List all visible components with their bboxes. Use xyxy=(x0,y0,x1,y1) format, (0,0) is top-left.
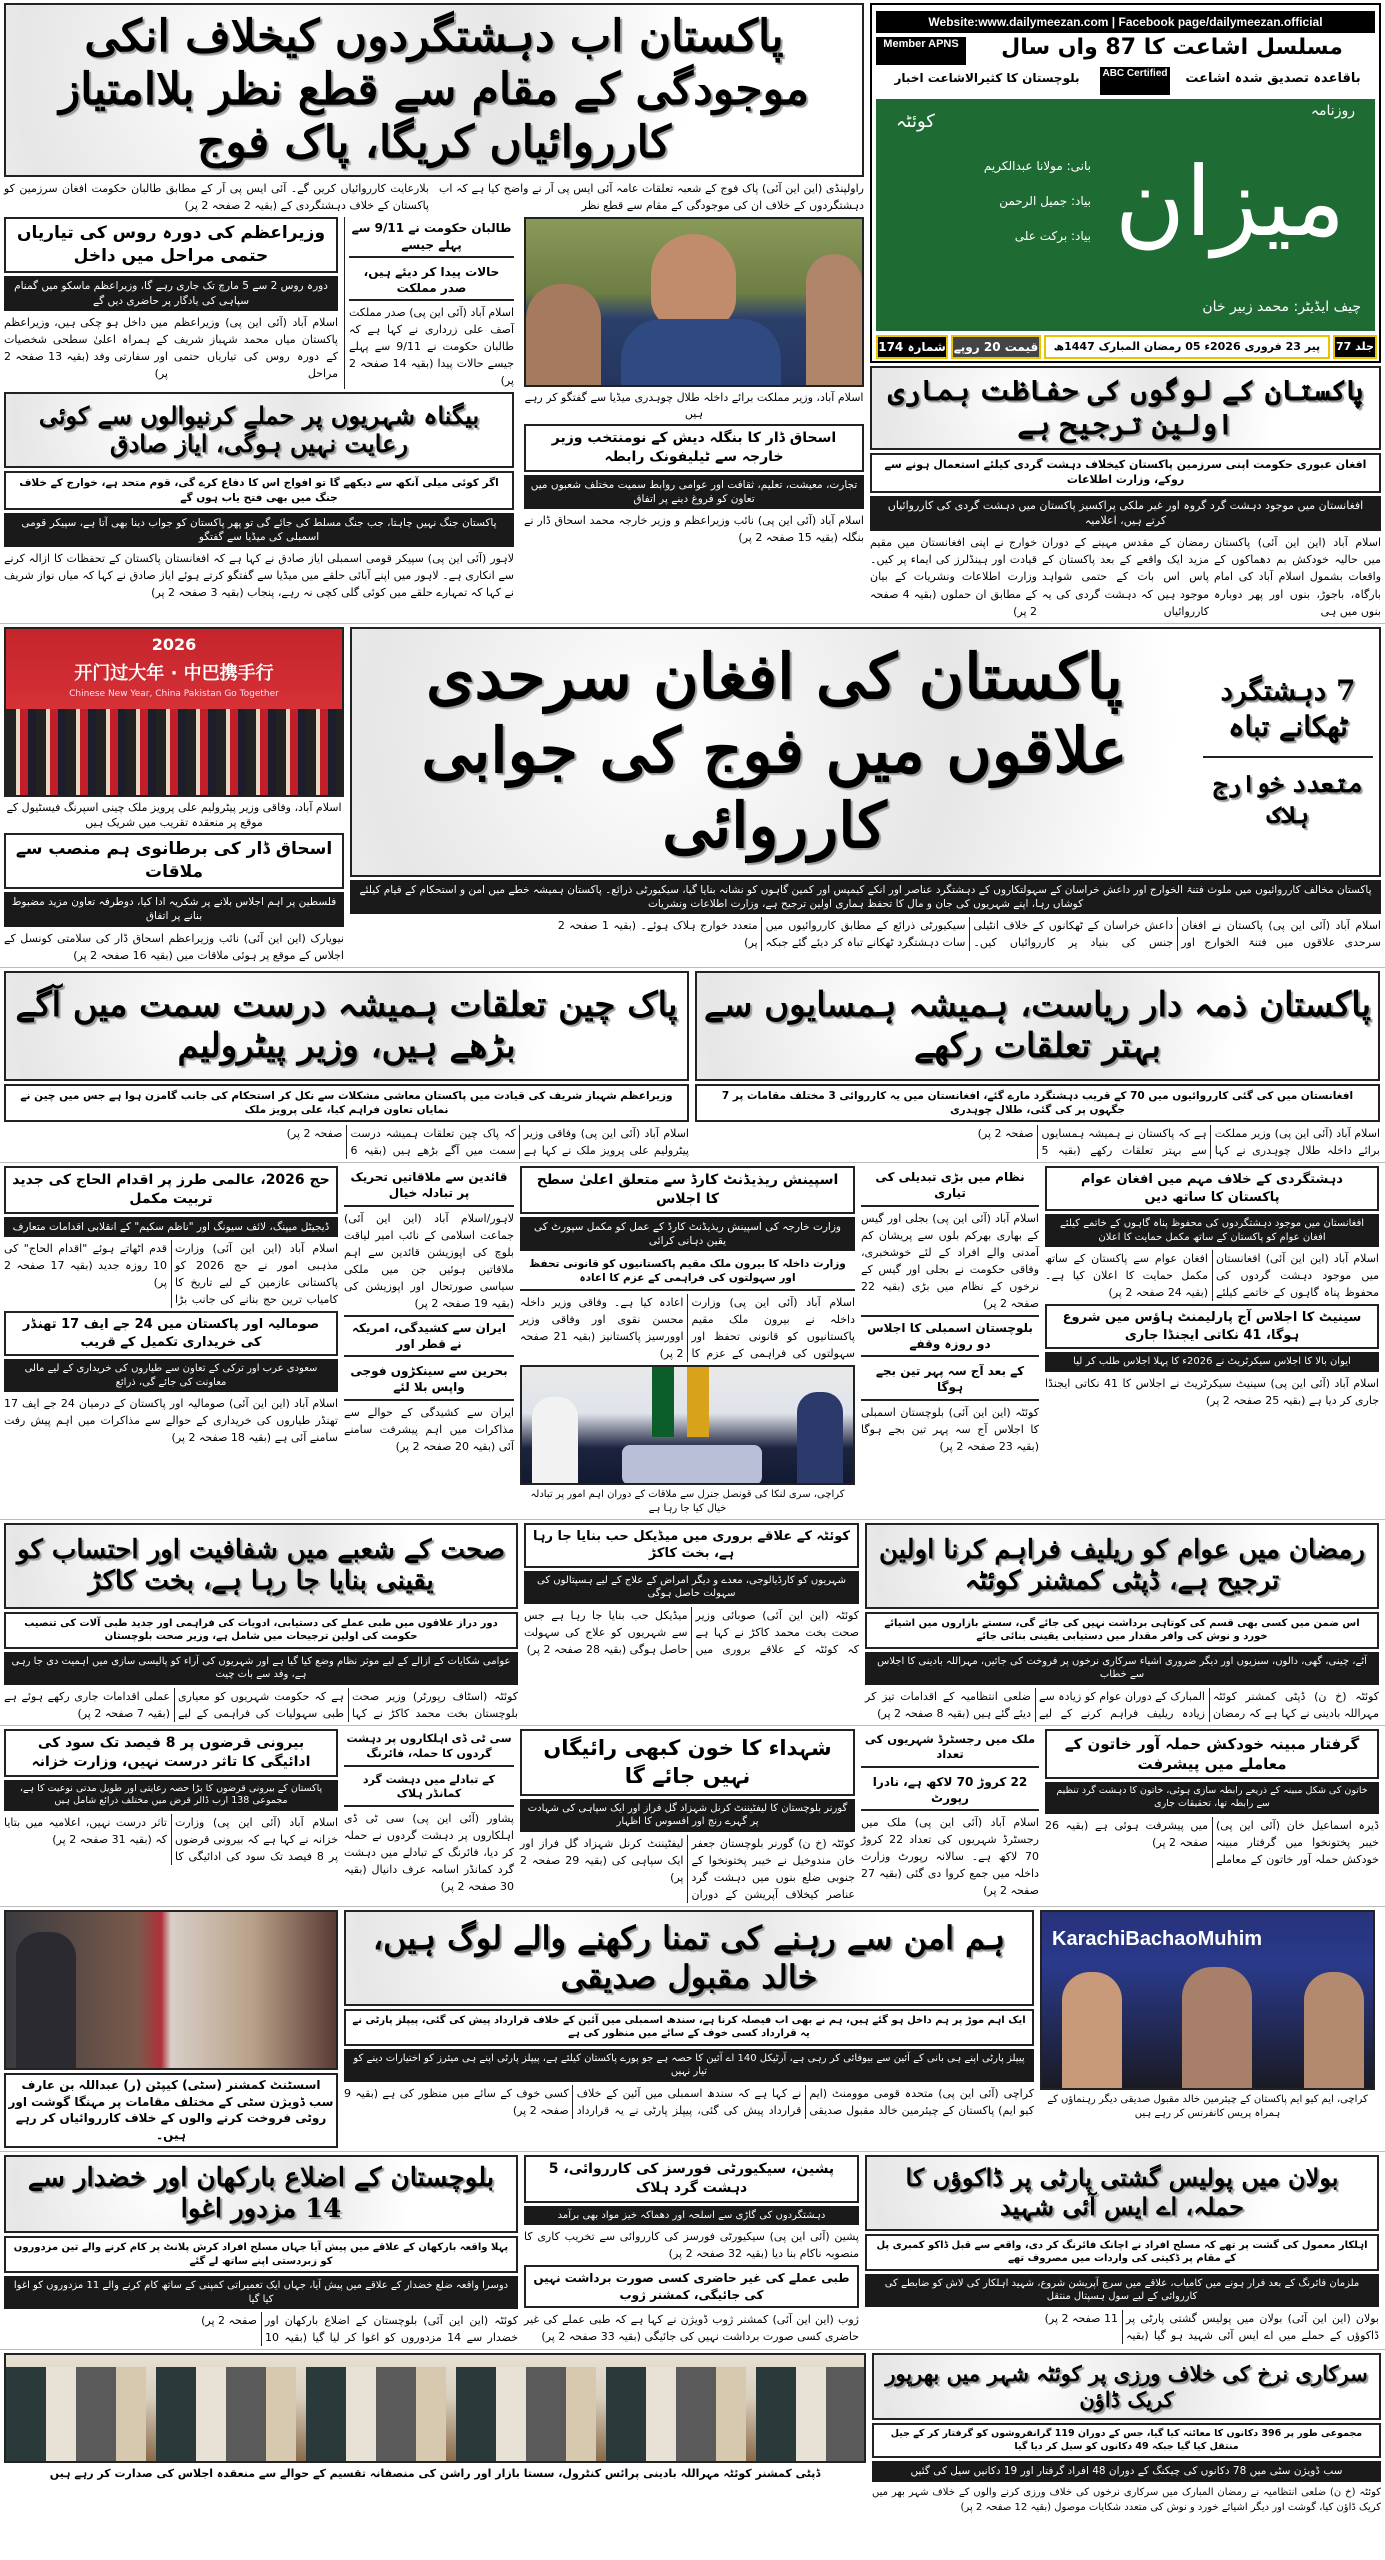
electricity-headline: نظام میں بڑی تبدیلی کی تیاری xyxy=(861,1166,1039,1206)
jamaat-body: لاہور/اسلام آباد (این این آئی) جماعت اسلامی کے نائب امیر لیاقت بلوچ کی اپوزیشن قائدین سے اہم ملاقاتیں ہوئیں جن میں ملکی سیاسی صورتحال اور اپوزیشن کی (بقیہ 19 صفحہ 2 پر) xyxy=(344,1211,514,1310)
logo-city: کوئٹہ xyxy=(896,111,935,132)
main-headline xyxy=(350,627,1381,877)
kidnap-story xyxy=(4,2155,518,2346)
senate-body: اسلام آباد (آئی این پی) سینیٹ سیکرٹریٹ نے اجلاس کا 41 نکاتی ایجنڈا جاری کر دیا ہے (بقیہ 25 صفحہ 2 پر) xyxy=(1045,1376,1379,1408)
group-people xyxy=(6,709,342,797)
martyrs-story xyxy=(520,1729,855,1903)
jamaat-headline: قائدین سے ملاقاتیں تحریک پر تبادلہ خیال xyxy=(344,1166,514,1206)
col-hajj-jf17 xyxy=(4,1166,338,1446)
arrest-story xyxy=(1045,1729,1379,1868)
ayaz-body: لاہور (آئی این پی) سپیکر قومی اسمبلی ایاز صادق نے کہا ہے کہ افغانستان پاکستان کے تحفظات کا ازالہ کرنے سے انکاری ہے۔ لاہور میں اپنے آبائی حلقے میں میڈیا سے گفتگو کرتے ہوئے ایاز صادق نے کہا کہ میاں نواز شریف نے کہا کہ تمہارے حلقے میں کوئی گلی کچی نہ رہے، پنجاب (بقیہ 3 صفحہ 2 پر) xyxy=(4,552,514,600)
top-right-area xyxy=(870,3,1381,620)
banner-year: 2026 xyxy=(151,634,197,654)
hajj-body: اسلام آباد (این این آئی) وزارت مذہبی امور نے حج 2026 کو پاکستانی عازمین کے لیے تاریخ کا کامیاب ترین حج بنانے کی جانب بڑا قدم اٹھاتے ہوئے "اقدام الحاج" کی 10 روزہ جدید (بقیہ 17 صفحہ 2 پر) xyxy=(4,1242,339,1307)
market-inspection-photo xyxy=(4,1910,338,2070)
senate-deck: ایوان بالا کا اجلاس سیکرٹریٹ نے 2026ء کا پہلا اجلاس طلب کر لیا xyxy=(1045,1352,1379,1372)
col-afghan-senate xyxy=(1045,1166,1379,1409)
row-relations xyxy=(0,968,1385,1163)
afghan-people-body: اسلام آباد (این این آئی) افغانستان میں موجود دہشت گردوں کی محفوظ پناہ گاہوں کے خاتمے کیلئے افغان عوام سے پاکستان کے ساتھ مکمل حمایت کا اعلان کیا ہے۔ (بقیہ 24 صفحہ 2 پر) xyxy=(1045,1252,1379,1300)
dc-photo-caption: ڈپٹی کمشنر کوئٹہ مہراللہ بادینی پرائس کنٹرول، سستا بازار اور راشن کی منصفانہ تقسیم کے حوالے سے منعقدہ اجلاس کی صدارت کر رہے ہیں xyxy=(49,2467,821,2481)
jf17-headline: صومالیہ اور پاکستان میں 24 جے ایف 17 تھنڈر کی خریداری تکمیل کے قریب xyxy=(4,1311,338,1356)
loans-headline: بیرونی قرضوں پر 8 فیصد تک سود کی ادائیگی کا تاثر درست نہیں، وزارت خزانہ xyxy=(4,1729,338,1777)
khalid-story xyxy=(344,1910,1034,2119)
ayaz-headline: بیگناہ شہریوں پر حملے کرنیوالوں سے کوئی رعایت نہیں ہوگی، ایاز صادق xyxy=(4,392,514,468)
pishin-deck: دہشتگردوں کی گاڑی سے اسلحہ اور دھماکہ خیز مواد بھی برآمد xyxy=(524,2206,859,2226)
spanish-card-deck: وزارت داخلہ کا بیرون ملک مقیم پاکستانیوں کو قانونی تحفظ اور سہولتوں کی فراہمی کے عزم کا اعادہ xyxy=(520,1254,855,1290)
date-line: پیر 23 فروری 2026ء 05 رمضان المبارک 1447ھ xyxy=(1044,335,1330,359)
price-crackdown-story xyxy=(872,2353,1381,2514)
market-photo-caption: اسسٹنٹ کمشنر (سٹی) کیپٹن (ر) عبداللہ بن عارف سب ڈویژن سٹی کے مختلف مقامات پر مہنگا گوشت اور روٹی فروخت کرنے والوں کے خلاف کارروائیاں کر رہے ہیں۔ xyxy=(4,2073,338,2148)
issue-number: شمارہ 174 xyxy=(876,335,948,359)
health-dark-deck: عوامی شکایات کے ازالے کے لیے موثر نظام وضع کیا گیا ہے اور شہریوں کی آراء کو پالیسی سازی میں اہمیت دی جا رہی ہے، وفد سے بات چیت xyxy=(4,1652,518,1685)
row-columns-1 xyxy=(0,1163,1385,1520)
health-body: کوئٹہ (اسٹاف رپورٹر) وزیر صحت بلوچستان بخت محمد کاکڑ نے کہا ہے کہ حکومت شہریوں کو معیاری طبی سہولیات کی فراہمی کے لیے عملی اقدامات جاری رکھے ہوئے ہے (بقیہ 7 صفحہ 2 پر) xyxy=(4,1689,518,1720)
loans-story xyxy=(4,1729,338,1866)
people-safety-body-2: رمضان کے مقدس مہینے کے دوران مزید ایک واقعے کے بعد پاکستان کے پاس اس بات کے حتمی شواہد موجود ہیں کہ دہشت گردی کی یہ کارروائیاں xyxy=(1042,536,1209,618)
apns-member-badge: Member APNS xyxy=(876,37,966,65)
hajj-headline: حج 2026، عالمی طرز پر اقدام الحاج کی جدید تربیت مکمل xyxy=(4,1166,338,1214)
president-body: اسلام آباد (آئی این پی) صدر مملکت آصف علی زرداری نے کہا ہے کہ طالبان حکومت نے 9/11 سے پہلے جیسے حالات پیدا (بقیہ 14 صفحہ 2 پر) xyxy=(349,306,514,388)
kidnap-body: کوئٹہ (این این آئی) بلوچستان کے اضلاع بارکھان اور خضدار سے 14 مزدوروں کو اغوا کر لیا گیا (بقیہ 10 صفحہ 2 پر) xyxy=(201,2314,519,2345)
row-khalid xyxy=(0,1907,1385,2152)
pm-russia-body-1: اسلام آباد (آئی این پی) وزیراعظم پاکستان میاں محمد شہباز شریف کے دورہ روس کی تیاریاں حتمی مراحل xyxy=(174,315,338,380)
bolan-story xyxy=(865,2155,1379,2344)
health-story xyxy=(4,1523,518,1722)
zhob-headline: طبی عملے کی غیر حاضری کسی صورت برداشت نہیں کی جائیگی، کمشنر ژوب xyxy=(524,2265,859,2307)
ayaz-dark-deck: پاکستان جنگ نہیں چاہتا، جب جنگ مسلط کی جائے گی تو پھر پاکستان کو جواب دینا بھی آتا ہے، سپیکر قومی اسمبلی کی میڈیا سے گفتگو xyxy=(4,513,514,547)
dar-uk-headline: اسحاق ڈار کی برطانوی ہم منصب سے ملاقات xyxy=(4,833,344,889)
ramadan-relief-body: کوئٹہ (خ ن) ڈپٹی کمشنر کوئٹہ مہراللہ بادینی نے کہا ہے کہ رمضان المبارک کے دوران عوام کو زیادہ سے زیادہ ریلیف فراہم کرنے کے لیے ضلعی انتظامیہ کے اقدامات تیز کر دیئے گئے ہیں (بقیہ 8 صفحہ 2 پر) xyxy=(865,1689,1379,1720)
senate-headline: سینیٹ کا اجلاس آج پارلیمنٹ ہاؤس میں شروع ہوگا، 41 نکاتی ایجنڈا جاری xyxy=(1045,1304,1379,1349)
publication-years: مسلسل اشاعت کا 87 واں سال xyxy=(1001,35,1343,60)
pm-russia-deck: دورہ روس 2 سے 5 مارچ تک جاری رہے گا، وزیراعظم ماسکو میں گمنام سپاہی کی یادگار پر حاضری دیں گے xyxy=(4,276,338,310)
china-photo-caption: اسلام آباد، وفاقی وزیر پیٹرولیم علی پرویز ملک چینی اسپرنگ فیسٹیول کے موقع پر منعقدہ تقریب میں شریک ہیں xyxy=(6,800,342,829)
balochistan-assembly-headline-1: بلوچستان اسمبلی کا اجلاس دو روزہ وقفے xyxy=(861,1315,1039,1357)
people-safety-body-3: خوارج نے اپنی افغانستان میں مقیم قیادت اور ہینڈلرز کی ایماء پر کیں۔ وزارت اطلاعات ونشریات کے بیان کے مطابق ان حملوں (بقیہ 4 صفحہ 2 پر) xyxy=(870,536,1038,618)
people-safety-headline: پاکستان کے لوگوں کی حفاظت ہماری اولین ترجیح ہے xyxy=(870,366,1381,450)
medical-hub-deck: شہریوں کو کارڈیالوجی، معدے و دیگر امراض کے علاج کے لیے ہسپتالوں کی سہولت حاصل ہوگی xyxy=(524,1571,859,1604)
pm-russia-story xyxy=(4,217,338,381)
ctd-headline-1: سی ٹی ڈی اہلکاروں پر دہشت گردوں کا حملہ، فائرنگ xyxy=(344,1729,514,1767)
population-body: اسلام آباد (آئی این پی) ملک میں رجسٹرڈ شہریوں کی تعداد 22 کروڑ 70 لاکھ ہے۔ سالانہ رپورٹ وزارت داخلہ میں جمع کروا دی گئی (بقیہ 27 صفحہ 2 پر) xyxy=(861,1816,1039,1898)
memorial-2: بیاد: برکت علی xyxy=(1014,229,1091,243)
certified-tagline-right: بلوچستان کا کثیرالاشاعت اخبار xyxy=(894,71,1080,85)
dar-uk-deck: فلسطین پر اہم اجلاس بلانے پر شکریہ ادا کیا، دوطرفہ تعاون مزید مضبوط بنانے پر اتفاق xyxy=(4,892,344,926)
market-photo-block xyxy=(4,1910,338,2148)
row-columns-2 xyxy=(0,1726,1385,1907)
spanish-card-body: اسلام آباد (آئی این پی) وزارت داخلہ نے بیرون ملک مقیم پاکستانیوں کو قانونی تحفظ اور سہولتوں کی فراہمی کے عزم کا اعادہ کیا ہے۔ وفاقی وزیر داخلہ محسن نقوی اور وفاقی وزیر اوورسیز پاکستانیز (بقیہ 21 صفحہ 2 پر) xyxy=(520,1295,855,1360)
coffee-table xyxy=(622,1445,762,1485)
balochistan-assembly-body: کوئٹہ (این این آئی) بلوچستان اسمبلی کا اجلاس آج سہ پہر تین بجے ہوگا (بقیہ 23 صفحہ 2 پر) xyxy=(861,1405,1039,1453)
population-headline-1: ملک میں رجسٹرڈ شہریوں کی تعداد xyxy=(861,1729,1039,1768)
backdrop-banner: KarachiBachaoMuhim xyxy=(1052,1927,1263,1950)
khalid-headline: ہم امن سے رہنے کی تمنا رکھنے والے لوگ ہیں، خالد مقبول صدیقی xyxy=(344,1910,1034,2006)
health-headline: صحت کے شعبے میں شفافیت اور احتساب کو یقینی بنایا جا رہا ہے، بخت کاکڑ xyxy=(4,1523,518,1609)
jf17-body: اسلام آباد (این این آئی) صومالیہ اور پاکستان کے درمیان 24 جے ایف 17 تھنڈر طیاروں کی خریداری کے حوالے سے مذاکرات میں اہم پیش رفت سامنے آئی ہے (بقیہ 18 صفحہ 2 پر) xyxy=(4,1397,338,1445)
president-headline-1: طالبان حکومت نے 9/11 سے پہلے جیسے xyxy=(349,217,514,257)
president-story xyxy=(344,217,514,389)
iran-headline-2: بحرین سے سینکڑوں فوجی واپس بلا لئے xyxy=(344,1360,514,1400)
pishin-story xyxy=(524,2155,859,2345)
price-crackdown-headline: سرکاری نرخ کی خلاف ورزی پر کوئٹہ شہر میں بھرپور کریک ڈاؤن xyxy=(872,2353,1381,2419)
ctd-body: پشاور (آئی این پی) سی ٹی ڈی اہلکاروں پر دہشت گردوں نے حملہ کر دیا، فائرنگ کے تبادلے میں دہشت گرد کمانڈر اسامہ عرف دانیال (بقیہ 30 صفحہ 2 پر) xyxy=(344,1812,514,1894)
ctd-headline-2: کے تبادلے میں دہشت گرد کمانڈر ہلاک xyxy=(344,1770,514,1808)
kidnap-headline: بلوچستان کے اضلاع بارکھان اور خضدار سے 14 مزدور اغوا xyxy=(4,2155,518,2233)
certified-tagline-left: باقاعدہ تصدیق شدہ اشاعت xyxy=(1185,71,1361,86)
row-final xyxy=(0,2350,1385,2517)
price: قیمت 20 روپے xyxy=(951,335,1041,359)
person-figure xyxy=(806,254,862,387)
dar-bangladesh-body: اسلام آباد (آئی این پی) نائب وزیراعظم و وزیر خارجہ محمد اسحاق ڈار نے بنگلہ (بقیہ 15 صفحہ 2 پر) xyxy=(524,514,864,545)
abc-certified-badge: ABC Certified xyxy=(1100,67,1170,95)
population-headline-2: 22 کروڑ 70 لاکھ ہے، نادرا رپورٹ xyxy=(861,1771,1039,1811)
main-story-body: اسلام آباد (آئی این پی) پاکستان نے افغان سرحدی علاقوں میں فتنۃ الخوارج اور داعش خراسان کے ٹھکانوں کے خلاف انٹیلی جنس کی بنیاد پر کارروائیاں کیں۔ سیکیورٹی ذرائع کے مطابق کارروائیوں میں سات دہشتگرد ٹھکانے تباہ کر دیئے گئے جبکہ متعدد خوارج ہلاک ہوئے۔ (بقیہ 1 صفحہ 2 پر) xyxy=(557,918,1381,949)
medical-hub-story xyxy=(524,1523,859,1658)
volume: جلد 77 xyxy=(1333,335,1377,359)
people-safety-body-1: اسلام آباد (این این آئی) پاکستان میں حالیہ خودکش بم دھماکوں کے واقعات بشمول اسلام آباد کی امام بارگاہ، باجوڑ، بنوں اور پھر دوبارہ بنوں میں ہی xyxy=(1214,536,1381,618)
masthead xyxy=(870,3,1381,363)
top-story-body-1: راولپنڈی (این این آئی) پاک فوج کے شعبہ تعلقات عامہ آئی ایس پی آر نے واضح کیا ہے کہ اب دہشتگردوں کے خلاف ان کی موجودگی کے مقام سے قطع نظر xyxy=(439,182,864,213)
neighbours-headline: پاکستان ذمہ دار ریاست، ہمیشہ ہمسایوں سے بہتر تعلقات رکھے xyxy=(695,971,1380,1081)
person-figure xyxy=(1182,1967,1252,2090)
china-column xyxy=(4,627,344,964)
iran-headline-1: ایران سے کشیدگی، امریکہ نے قطر اور xyxy=(344,1315,514,1357)
person-figure xyxy=(1304,1972,1364,2090)
bolan-deck: اہلکار معمول کی گشت پر تھے کہ مسلح افراد نے اچانک فائرنگ کر دی، واقعے سے قبل ڈاکو کمبری پل کے مقام پر ڈکیتی کی واردات میں مصروف تھے xyxy=(865,2234,1379,2271)
loans-deck: پاکستان کے بیرونی قرضوں کا بڑا حصہ رعایتی اور طویل مدتی نوعیت کا ہے، مجموعی 138 ارب ڈالر قرض میں مختلف ذرائع شامل ہیں xyxy=(4,1780,338,1812)
pm-president-row xyxy=(4,217,514,389)
top-sub-area xyxy=(4,217,864,601)
talal-story xyxy=(524,217,864,546)
person-figure xyxy=(797,1392,843,1485)
website-bar[interactable]: Website:www.dailymeezan.com | Facebook page/dailymeezan.official xyxy=(876,11,1375,33)
people-safety-dark-deck: افغانستان میں موجود دہشت گرد گروہ اور غیر ملکی پراکسیز پاکستان میں دہشت گردی کی کارروائیاں کرتے ہیں، اعلامیہ xyxy=(870,496,1381,532)
jf17-deck: سعودی عرب اور ترکی کے تعاون سے طیاروں کی خریداری کے لیے مالی معاونت کی جائے گی، ذرائع xyxy=(4,1359,338,1392)
spanish-card-dark-deck: وزارت خارجہ کی اسپینش ریذیڈنٹ کارڈ کے عمل کو مکمل سپورٹ کی یقین دہانی کرائی xyxy=(520,1217,855,1251)
main-headline-text: پاکستان کی افغان سرحدی علاقوں میں فوج کی جوابی کارروائی xyxy=(421,640,1128,862)
mqm-photo-caption: کراچی، ایم کیو ایم پاکستان کے چیئرمین خالد مقبول صدیقی دیگر رہنماؤں کے ہمراہ پریس کانفرنس کر رہے ہیں xyxy=(1047,2093,1368,2119)
price-crackdown-dark-deck: سب ڈویژن سٹی میں 78 دکانوں کی چیکنگ کے دوران 48 افراد گرفتار اور 19 دکانیں سیل کی گئیں xyxy=(872,2461,1381,2481)
bolan-dark-deck: ملزمان فائرنگ کے بعد فرار ہونے میں کامیاب، علاقے میں سرچ آپریشن شروع، شہید اہلکار کی لاش کو ضابطے کی کارروائی کے لیے سول ہسپتال منتقل xyxy=(865,2274,1379,2307)
khalid-deck: ایک اہم موڑ پر ہم داخل ہو گئے ہیں، ہم نے بھی اب فیصلہ کرنا ہے، سندھ اسمبلی میں آئین کے خلاف قرارداد پیش کی گئی، پیپلز پارٹی نے یہ قرارداد کسی خوف کے سائے میں منظور کی ہے xyxy=(344,2009,1034,2046)
pak-china-deck: وزیراعظم شہباز شریف کی قیادت میں پاکستان معاشی مشکلات سے نکل کر استحکام کی جانب گامزن ہوا ہے جس میں چین نے نمایاں تعاون فراہم کیا، علی پرویز ملک xyxy=(4,1084,689,1122)
kidnap-dark-deck: دوسرا واقعہ ضلع خضدار کے علاقے میں پیش آیا، جہاں ایک تعمیراتی کمپنی کے ساتھ کام کرنے والے 11 مزدوروں کو اغوا کیا گیا xyxy=(4,2276,518,2309)
medical-hub-body: کوئٹہ (این این آئی) صوبائی وزیر صحت بخت محمد کاکڑ نے کہا ہے کہ کوئٹہ کے علاقے بروری میں میڈیکل حب بنایا جا رہا ہے جس سے شہریوں کو علاج کی سہولت حاصل ہوگی (بقیہ 28 صفحہ 2 پر) xyxy=(524,1608,859,1656)
row-main xyxy=(0,624,1385,968)
martyrs-body: کوئٹہ (خ ن) گورنر بلوچستان جعفر خان مندوخیل نے خیبر پختونخوا کے جنوبی ضلع بنوں میں دہشت گرد عناصر کیخلاف آپریشن کے دوران لیفٹیننٹ کرنل شہزاد گل فراز اور ایک سپاہی کی (بقیہ 29 صفحہ 2 پر) xyxy=(520,1836,855,1901)
person-figure xyxy=(526,284,601,387)
arrest-headline: گرفتار مبینہ خودکش حملہ آور خاتون کے معاملے میں پیشرفت xyxy=(1045,1729,1379,1780)
ramadan-relief-deck: اس ضمن میں کسی بھی قسم کی کوتاہی برداشت نہیں کی جائے گی، سستے بازاروں میں اشیائے خورد و نوش کی وافر مقدار میں دستیابی یقینی بنائی جائے xyxy=(865,1612,1379,1649)
dc-meeting-photo xyxy=(4,2353,866,2463)
pak-china-story xyxy=(4,971,689,1159)
bolan-headline: بولان میں پولیس گشتی پارٹی پر ڈاکوؤں کا حملہ، اے ایس آئی شہید xyxy=(865,2155,1379,2231)
top-story-body xyxy=(4,180,864,214)
ramadan-relief-dark-deck: آٹے، چینی، گھی، دالوں، سبزیوں اور دیگر ضروری اشیاء سرکاری نرخوں پر فروخت کی جائیں، مہراللہ بادینی کا اجلاس سے خطاب xyxy=(865,1652,1379,1685)
price-crackdown-body: کوئٹہ (خ ن) ضلعی انتظامیہ نے رمضان المبارک میں سرکاری نرخوں کی خلاف ورزی کرنے والوں کے خلاف شہر بھر میں کریک ڈاؤن کیا، گوشت اور دیگر اشیائے خورد و نوش کی متعدد شکایات موصول (بقیہ 12 صفحہ 2 پر) xyxy=(872,2486,1381,2513)
ramadan-relief-story xyxy=(865,1523,1379,1722)
person-figure xyxy=(621,319,781,387)
arrest-body: ڈیرہ اسماعیل خان (آئی این پی) خیبر پختونخوا میں گرفتار مبینہ خودکش حملہ آور خاتون کے معاملے میں پیشرفت ہوئی ہے (بقیہ 26 صفحہ 2 پر) xyxy=(1045,1819,1379,1867)
afghan-people-headline: دہشتگردی کے خلاف مہم میں افغان عوام پاکستان کا ساتھ دیں xyxy=(1045,1166,1379,1211)
foreign-flag xyxy=(687,1367,709,1437)
pakistan-flag xyxy=(652,1367,674,1437)
top-left-area xyxy=(4,3,864,601)
col-spanish-card xyxy=(520,1166,855,1516)
top-story-body-2: بلارعایت کارروائیاں کریں گے۔ آئی ایس پی آر کے مطابق طالبان حکومت افغان سرزمین کو پاکستان کے خلاف دہشتگردی کے (بقیہ 2 صفحہ 2 پر) xyxy=(4,182,429,213)
dc-photo-block xyxy=(4,2353,866,2481)
left-sub-stories xyxy=(4,217,514,601)
mqm-press-conference-photo xyxy=(1040,1910,1375,2090)
person-figure xyxy=(532,1397,578,1485)
main-side-2: متعدد خوارج ہلاک xyxy=(1213,768,1363,829)
martyrs-headline: شہداء کا خون کبھی رائیگاں نہیں جائے گا xyxy=(520,1729,855,1796)
pm-russia-headline: وزیراعظم کی دورہ روس کی تیاریاں حتمی مراحل میں داخل xyxy=(4,217,338,273)
martyrs-deck: گورنر بلوچستان کا لیفٹیننٹ کرنل شہزاد گل فراز اور ایک سپاہی کی شہادت پر گہرے رنج اور افسوس کا اظہار xyxy=(520,1799,855,1832)
neighbours-deck: افغانستان میں کی گئی کارروائیوں میں 70 کے قریب دہشتگرد مارے گئے، افغانستان میں یہ کارروائی 3 مختلف مقامات پر 7 جگہوں پر کی گئی، طلال چوہدری xyxy=(695,1084,1380,1122)
talal-photo-caption: اسلام آباد، وزیر مملکت برائے داخلہ طلال چوہدری میڈیا سے گفتگو کر رہے ہیں xyxy=(524,391,864,420)
pak-china-body: اسلام آباد (آئی این پی) وفاقی وزیر پیٹرولیم علی پرویز ملک نے کہا ہے کہ پاک چین تعلقات ہمیشہ درست سمت میں آگے بڑھے ہیں (بقیہ 6 صفحہ 2 پر) xyxy=(286,1127,689,1158)
president-headline-2: حالات پیدا کر دیئے ہیں، صدر مملکت xyxy=(349,261,514,301)
dar-bangladesh-deck: تجارت، معیشت، تعلیم، ثقافت اور عوامی روابط سمیت مختلف شعبوں میں تعاون کو فروغ دینے پر اتفاق xyxy=(524,475,864,509)
col-electricity-assembly xyxy=(861,1166,1039,1455)
person-figure xyxy=(1062,1972,1122,2090)
arrest-deck: خاتون کی شکل مبینہ کے ذریعے رابطہ سازی ہوئی، خاتون کا دہشت گرد تنظیم سے رابطہ تھا، تحقیقات جاری xyxy=(1045,1782,1379,1814)
talal-chaudhry-photo xyxy=(524,217,864,387)
seated-officials xyxy=(6,2367,866,2463)
top-headline: پاکستان اب دہشتگردوں کیخلاف انکی موجودگی کے مقام سے قطع نظر بلاامتیاز کارروائیاں کریگا، پاک فوج xyxy=(4,3,864,177)
hajj-deck: ڈیجیٹل میپنگ، لائف سیونگ اور "ناظم سکیم" کے انقلابی اقدامات متعارف xyxy=(4,1217,338,1237)
afghan-people-deck: افغانستان میں موجود دہشتگردوں کی محفوظ پناہ گاہوں کے خاتمے کیلئے افغان عوام کو پاکستان کے ساتھ مکمل حمایت کا اعلان xyxy=(1045,1214,1379,1247)
medical-hub-headline: کوئٹہ کے علاقے بروری میں میڈیکل حب بنایا جا رہا ہے، بخت کاکڑ xyxy=(524,1523,859,1568)
chief-editor: چیف ایڈیٹر: محمد زبیر خان xyxy=(1202,299,1361,315)
ctd-story xyxy=(344,1729,514,1896)
electricity-body: اسلام آباد (آئی این پی) بجلی اور گیس کے بھاری بھرکم بلوں سے پریشان کم آمدنی والے افراد کے لئے خوشخبری، وفاقی حکومت نے بجلی اور گیس کے نرخوں کے نظام میں بڑی (بقیہ 22 صفحہ 2 پر) xyxy=(861,1211,1039,1310)
people-safety-body xyxy=(870,534,1381,619)
neighbours-body: اسلام آباد (آئی این پی) وزیر مملکت برائے داخلہ طلال چوہدری نے کہا ہے کہ پاکستان نے ہمیشہ ہمسایوں سے بہتر تعلقات رکھے (بقیہ 5 صفحہ 2 پر) xyxy=(977,1127,1380,1158)
col-jamaat-iran xyxy=(344,1166,514,1455)
logo-daily: روزنامہ xyxy=(1310,103,1355,119)
kidnap-deck: پہلا واقعہ بارکھان کے علاقے میں پیش آیا جہاں مسلح افراد کرش پلانٹ پر کام کرنے والے تین مزدوروں کو زبردستی اپنے ساتھ لے گئے xyxy=(4,2236,518,2273)
banner-english: Chinese New Year, China Pakistan Go Together xyxy=(69,688,279,699)
founder: بانی: مولانا عبدالکریم xyxy=(983,159,1091,173)
ramadan-relief-headline: رمضان میں عوام کو ریلیف فراہم کرنا اولین ترجیح ہے، ڈپٹی کمشنر کوئٹہ xyxy=(865,1523,1379,1609)
pm-russia-body-2: میں داخل ہو چکی ہیں، وزیراعظم کے ہمراہ اعلیٰ سطحی شخصیات اور سفارتی وفد (بقیہ 13 صفحہ 2 پر) xyxy=(4,315,168,380)
zhob-body: ژوب (این این آئی) کمشنر ژوب ڈویژن نے کہا ہے کہ طبی عملے کی غیر حاضری کسی صورت برداشت نہیں کی جائیگی (بقیہ 33 صفحہ 2 پر) xyxy=(524,2312,859,2343)
pishin-headline: پشین، سیکیورٹی فورسز کی کارروائی، 5 دہشت گرد ہلاک xyxy=(524,2155,859,2203)
row-top xyxy=(0,0,1385,624)
iran-body: ایران سے کشیدگی کے حوالے سے مذاکرات میں اہم پیشرفت سامنے آئی (بقیہ 20 صفحہ 2 پر) xyxy=(344,1405,514,1453)
people-safety-deck: افغان عبوری حکومت اپنی سرزمین پاکستان کیخلاف دہشت گردی کیلئے استعمال ہونے سے روکے، وزارت اطلاعات xyxy=(870,453,1381,493)
price-crackdown-deck: مجموعی طور پر 396 دکانوں کا معائنہ کیا گیا، جس کے دوران 119 گرانفروشوں کو گرفتار کر کے جیل منتقل کیا گیا جبکہ 49 دکانوں کو سیل کر دیا گیا xyxy=(872,2423,1381,2459)
meeting-photo-caption: کراچی، سری لنکا کی قونصل جنرل سے ملاقات کے دوران اہم امور پر تبادلہ خیال کیا جا رہا ہے xyxy=(530,1488,845,1514)
dar-bangladesh-headline: اسحاق ڈار کا بنگلہ دیش کے نومنتخب وزیر خارجہ سے ٹیلیفونک رابطہ xyxy=(524,424,864,472)
person-figure xyxy=(16,1932,76,2070)
person-figure xyxy=(651,234,736,329)
khalid-dark-deck: پیپلز پارٹی اپنے ہی بانی کے آئین سے بیوفائی کر رہی ہے، آرٹیکل 140 اے آئین کا حصہ ہے جو پورے پاکستان کیلئے ہے، پیپلز پارٹی اپنے ہی میئرز کو اختیارات دینے کو تیار نہیں xyxy=(344,2049,1034,2082)
pishin-body: پشین (آئی این پی) سیکیورٹی فورسز کی کارروائی سے تخریب کاری کا منصوبہ ناکام بنا دیا (بقیہ 32 صفحہ 2 پر) xyxy=(524,2230,859,2261)
loans-body: اسلام آباد (آئی این پی) وزارت خزانہ نے کہا ہے کہ بیرونی قرضوں پر 8 فیصد تک سود کی ادائیگی کا تاثر درست نہیں، اعلامیہ میں بتایا کہ (بقیہ 31 صفحہ 2 پر) xyxy=(4,1816,339,1864)
newspaper-logo: میزان xyxy=(1114,146,1346,258)
pak-china-headline: پاک چین تعلقات ہمیشہ درست سمت میں آگے بڑھے ہیں، وزیر پیٹرولیم xyxy=(4,971,689,1081)
main-story-deck: پاکستان مخالف کارروائیوں میں ملوث فتنۃ الخوارج اور داعش خراسان کے سہولتکاروں کے دہشتگرد عناصر اور انکے کیمپس اور کمین گاہوں کو نشانہ بنایا گیا، سیکیورٹی ذرائع۔ پاکستان ہمیشہ خطے میں امن و استحکام کے قیام کیلئے کوشاں رہا، اپنے شہریوں کی جان و مال کا تحفظ ہماری اولین ترجیح ہے، وزارت اطلاعات ونشریات xyxy=(350,880,1381,914)
ayaz-deck: اگر کوئی میلی آنکھ سے دیکھے گا تو افواج اس کا دفاع کرے گی، قوم متحد ہے، خوارج کے خلاف جنگ میں بھی فتح یاب ہوں گے xyxy=(4,471,514,509)
dar-uk-body: نیویارک (این این آئی) نائب وزیراعظم اسحاق ڈار کی سلامتی کونسل کے اجلاس کے موقع پر ہوئی ملاقات میں (بقیہ 16 صفحہ 2 پر) xyxy=(4,931,344,962)
spanish-card-headline: اسپینش ریذیڈنٹ کارڈ سے متعلق اعلیٰ سطح کا اجلاس xyxy=(520,1166,855,1214)
memorial-1: بیاد: جمیل الرحمن xyxy=(999,194,1091,208)
meeting-photo xyxy=(520,1365,855,1485)
row-health xyxy=(0,1520,1385,1726)
neighbours-story xyxy=(695,971,1380,1159)
chinese-new-year-photo xyxy=(4,627,344,797)
main-side-1: 7 دہشتگرد ٹھکانے تباہ xyxy=(1203,663,1373,758)
bolan-body: بولان (این این آئی) بولان میں پولیس گشتی پارٹی پر ڈاکوؤں کے حملے میں اے ایس آئی شہید ہو گیا (بقیہ 11 صفحہ 2 پر) xyxy=(1044,2311,1379,2342)
row-bottom-news xyxy=(0,2152,1385,2350)
banner-chinese: 开门过大年 · 中巴携手行 xyxy=(74,662,274,684)
balochistan-assembly-headline-2: کے بعد آج سہ پہر تین بجے ہوگا xyxy=(861,1360,1039,1400)
main-story xyxy=(350,627,1381,951)
population-story xyxy=(861,1729,1039,1900)
mqm-photo-block xyxy=(1040,1910,1375,2121)
khalid-body: کراچی (آئی این پی) متحدہ قومی موومنٹ (ایم کیو ایم) پاکستان کے چیئرمین خالد مقبول صدیقی نے کہا ہے کہ سندھ اسمبلی میں آئین کے خلاف قرارداد پیش کی گئی، پیپلز پارٹی نے یہ قرارداد کسی خوف کے سائے میں منظور کی ہے (بقیہ 9 صفحہ 2 پر) xyxy=(344,2086,1034,2117)
main-side-label xyxy=(1203,663,1373,840)
health-deck: دور دراز علاقوں میں طبی عملے کی دستیابی، ادویات کی فراہمی اور جدید طبی آلات کی تنصیب حکومت کی اولین ترجیحات میں شامل ہے، وزیر صحت بلوچستان xyxy=(4,1612,518,1649)
logo-panel xyxy=(876,99,1375,331)
